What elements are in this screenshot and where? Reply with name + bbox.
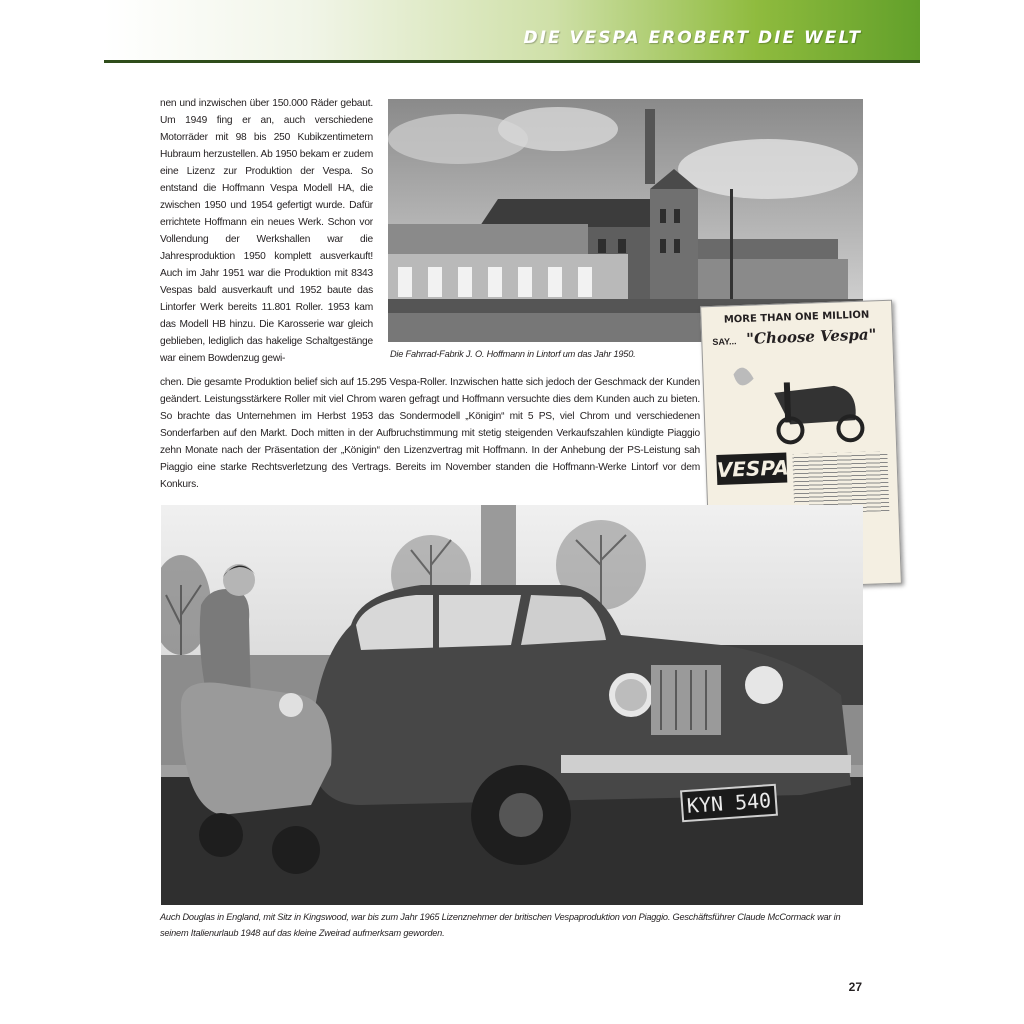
advert-slogan: "Choose Vespa" <box>745 325 877 348</box>
advert-vespa-logo: VESPA <box>716 453 787 485</box>
factory-photo-caption: Die Fahrrad-Fabrik J. O. Hoffmann in Lintorf um das Jahr 1950. <box>390 349 636 359</box>
license-plate: KYN 540 <box>680 784 778 823</box>
advert-scooter-illustration <box>713 349 886 450</box>
page-number: 27 <box>848 980 862 994</box>
body-text-column-narrow <box>160 95 373 385</box>
main-photo-caption: Auch Douglas in England, mit Sitz in Kingswood, war bis zum Jahr 1965 Lizenznehmer der britischen Vespaproduktion von Piaggio. Geschäftsführer Claude McCormack war in seinem Italienurlaub 1948 auf das kleine Zweirad aufmerksam geworden. <box>160 912 841 938</box>
body-paragraph-1: nen und inzwischen über 150.000 Räder gebaut. Um 1949 fing er an, auch verschiedene Motorräder mit 98 bis 250 Kubikzentimetern Hubraum herzustellen. Ab 1950 bekam er zudem eine Lizenz zur Produktion der Vespa. So entstand die Hoffmann Vespa Modell HA, die zwischen 1950 und 1954 gefertigt wurde. Dafür errichtete Hoffmann ein neues Werk. Schon vor Vollendung der Werkshallen war die Jahresproduktion 1950 komplett ausverkauft! Auch im Jahr 1951 war die Produktion mit 8343 Vespas bald ausverkauft und 1952 baute das Lintorfer Werk bereits 11.801 Roller. 1953 kam das Modell HB hinzu. Die Karosserie war gleich geblieben, lediglich das hakelige Schaltgestänge war einem Bowdenzug gewi- <box>160 98 373 364</box>
header-divider <box>104 60 920 63</box>
main-photo <box>161 505 863 905</box>
advert-headline: MORE THAN ONE MILLION <box>723 309 870 326</box>
body-paragraph-2: chen. Die gesamte Produktion belief sich auf 15.295 Vespa-Roller. Inzwischen hatte sich jedoch der Geschmack der Kunden geändert. Leistungsstärkere Roller mit viel Chrom waren gefragt und Hoffmann versuchte dies dem Kunden auch zu bieten. So brachte das Unternehmen im Herbst 1953 das Sondermodell „Königin“ mit 5 PS, viel Chrom und verschiedenen Sonderfarben auf den Markt. Doch mitten in der Aufbruchstimmung mit stetig steigenden Verkaufszahlen kündigte Piaggio zehn Monate nach der Präsentation der „Königin“ den Lizenzvertrag mit Hoffmann. In der Anhebung der PS-Leistung sah Piaggio eine starke Rechtsverletzung des Vertrags. Bereits im November standen die Hoffmann-Werke Lintorf vor dem Konkurs. <box>160 377 700 490</box>
chapter-title: DIE VESPA EROBERT DIE WELT <box>523 28 862 48</box>
advert-say: SAY... <box>712 336 737 348</box>
chapter-header <box>104 0 920 60</box>
body-text-column-wide <box>160 374 700 493</box>
